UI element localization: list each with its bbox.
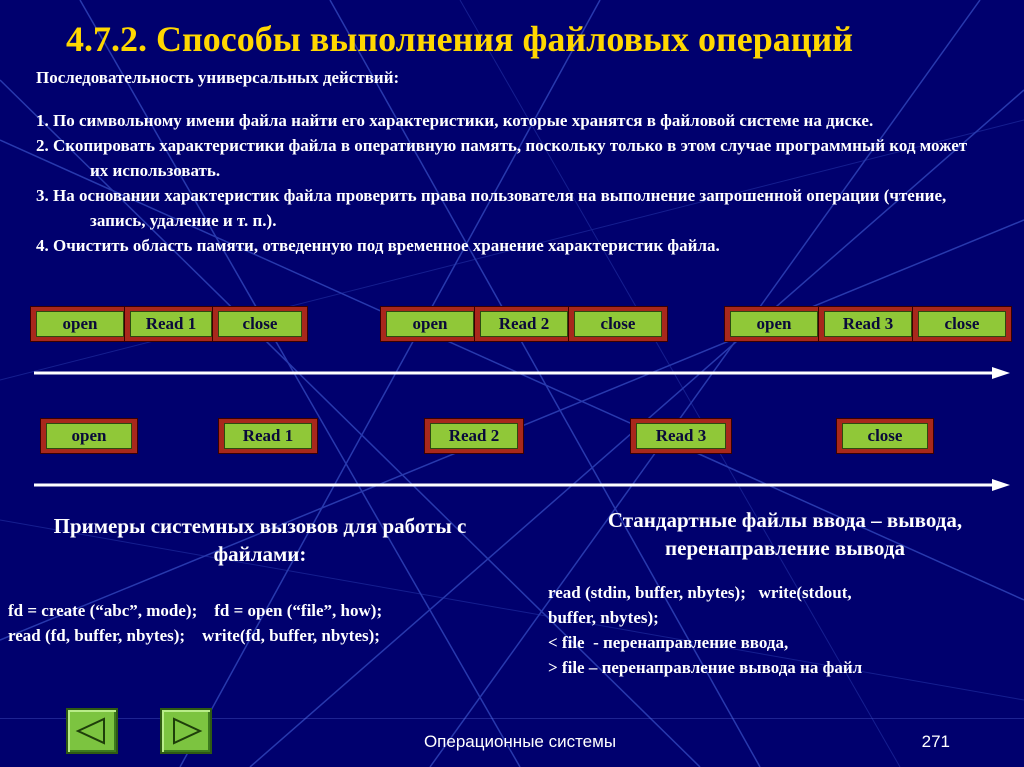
step-item: 4. Очистить область памяти, отведенную под временное хранение характеристик файла. xyxy=(36,236,720,255)
op-label: Read 2 xyxy=(430,423,518,449)
bottom-op-close xyxy=(836,418,934,454)
op-label: Read 3 xyxy=(636,423,726,449)
top-op-read-2 xyxy=(474,306,574,342)
op-label: open xyxy=(46,423,132,449)
steps-list xyxy=(36,108,986,258)
syscall-examples-code xyxy=(8,598,382,648)
prev-slide-button[interactable] xyxy=(66,708,118,754)
step-item: 3. На основании характеристик файла проверить права пользователя на выполнение запрошенной операции (чтение, запись, удаление и т. п.). xyxy=(36,186,947,230)
bottom-op-read-3 xyxy=(630,418,732,454)
top-op-close-3 xyxy=(912,306,1012,342)
page-title: 4.7.2. Способы выполнения файловых операций xyxy=(66,19,853,59)
op-label: Read 1 xyxy=(130,311,212,337)
op-label: open xyxy=(730,311,818,337)
timeline-arrow-bottom xyxy=(34,478,1010,492)
op-label: open xyxy=(386,311,474,337)
triangle-left-icon xyxy=(74,716,110,746)
op-label: close xyxy=(218,311,302,337)
step-item: 1. По символьному имени файла найти его характеристики, которые хранятся в файловой системе на диске. xyxy=(36,111,874,130)
bottom-op-read-2 xyxy=(424,418,524,454)
bottom-op-open xyxy=(40,418,138,454)
top-op-open-2 xyxy=(380,306,480,342)
top-op-open-1 xyxy=(30,306,130,342)
code-line: read (stdin, buffer, nbytes); write(stdout, xyxy=(548,583,852,602)
top-op-read-1 xyxy=(124,306,218,342)
bottom-op-read-1 xyxy=(218,418,318,454)
page-number: 271 xyxy=(921,732,950,751)
step-item: 2. Скопировать характеристики файла в оперативную память, поскольку только в этом случае программный код может их использовать. xyxy=(36,136,968,180)
syscall-examples-heading: Примеры системных вызовов для работы с файлами: xyxy=(53,514,467,566)
op-label: Read 1 xyxy=(224,423,312,449)
code-line: buffer, nbytes); xyxy=(548,608,659,627)
code-line: > file – перенаправление вывода на файл xyxy=(548,658,863,677)
op-label: close xyxy=(574,311,662,337)
std-io-heading: Стандартные файлы ввода – вывода, перенаправление вывода xyxy=(607,508,963,560)
triangle-right-icon xyxy=(168,716,204,746)
op-label: Read 3 xyxy=(824,311,912,337)
top-op-close-1 xyxy=(212,306,308,342)
op-label: close xyxy=(918,311,1006,337)
op-label: Read 2 xyxy=(480,311,568,337)
code-line: < file - перенаправление ввода, xyxy=(548,633,789,652)
subtitle: Последовательность универсальных действий: xyxy=(36,68,400,87)
timeline-arrow-top xyxy=(34,366,1010,380)
next-slide-button[interactable] xyxy=(160,708,212,754)
code-line: fd = create (“abc”, mode); fd = open (“file”, how); xyxy=(8,601,383,620)
course-name: Операционные системы xyxy=(423,732,617,751)
top-op-close-2 xyxy=(568,306,668,342)
code-line: read (fd, buffer, nbytes); write(fd, buffer, nbytes); xyxy=(8,626,380,645)
op-label: open xyxy=(36,311,124,337)
op-label: close xyxy=(842,423,928,449)
footer-divider xyxy=(0,718,1024,719)
top-op-read-3 xyxy=(818,306,918,342)
top-op-open-3 xyxy=(724,306,824,342)
std-io-code xyxy=(548,580,862,680)
